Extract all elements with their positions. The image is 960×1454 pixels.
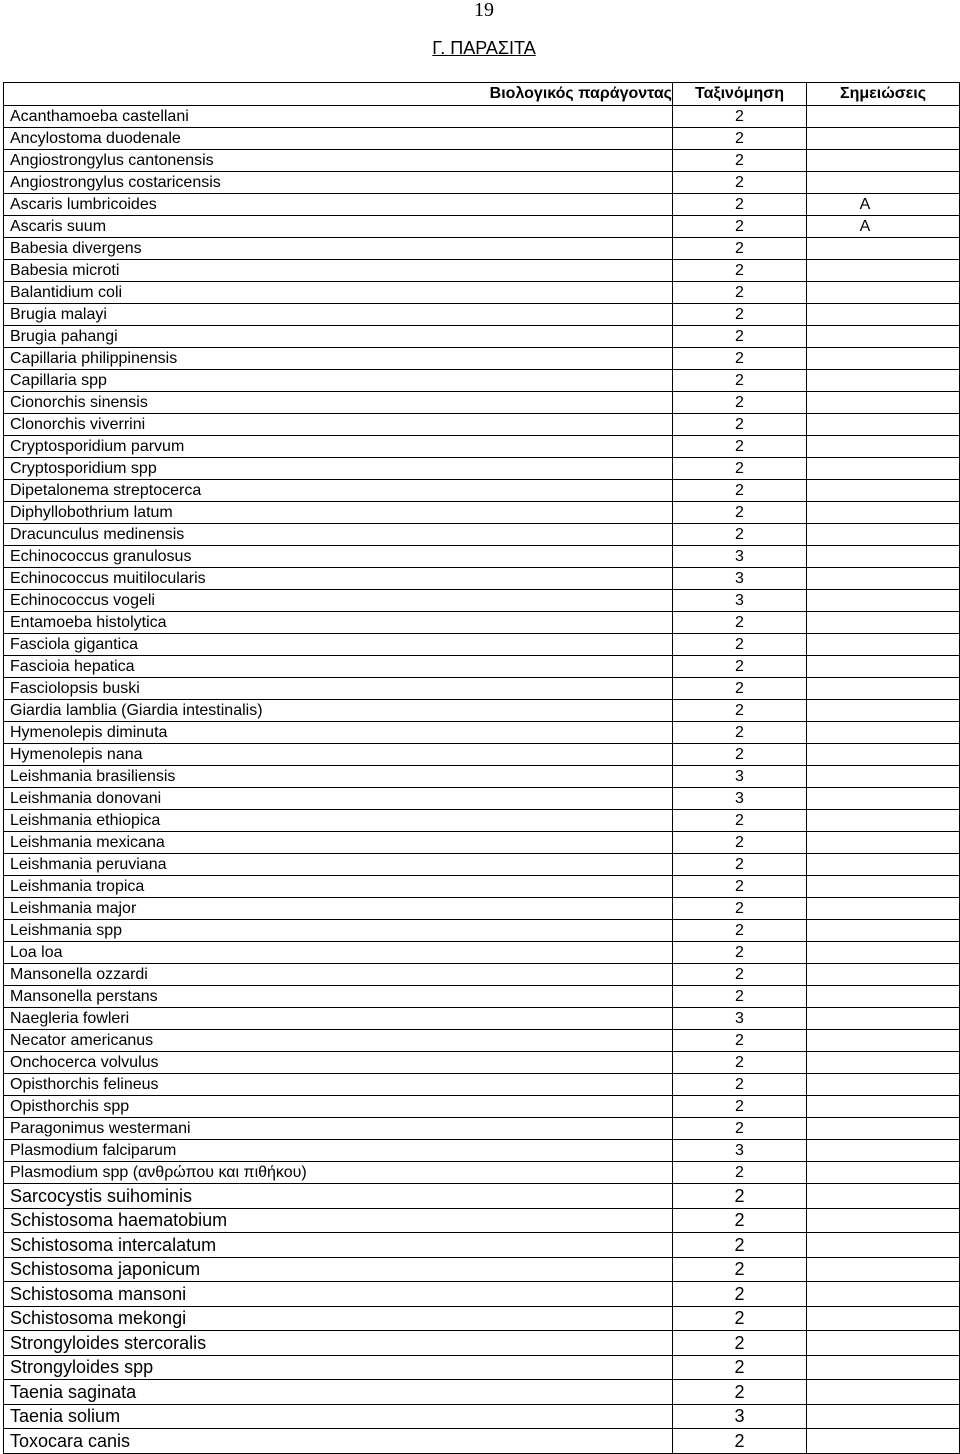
table-row bbox=[4, 172, 960, 194]
table-row bbox=[4, 282, 960, 304]
table-row bbox=[4, 1096, 960, 1118]
agent-name-cell: Paragonimus westermani bbox=[4, 1118, 673, 1140]
table-row bbox=[4, 458, 960, 480]
table-row bbox=[4, 370, 960, 392]
agent-name-cell: Leishmania ethiopica bbox=[4, 810, 673, 832]
notes-cell bbox=[807, 1052, 960, 1074]
classification-cell: 2 bbox=[673, 678, 807, 700]
classification-cell: 2 bbox=[673, 1162, 807, 1184]
agent-name-cell: Schistosoma intercalatum bbox=[4, 1233, 673, 1258]
table-row bbox=[4, 414, 960, 436]
classification-cell: 2 bbox=[673, 326, 807, 348]
classification-cell: 2 bbox=[673, 964, 807, 986]
notes-cell bbox=[807, 458, 960, 480]
notes-cell bbox=[807, 326, 960, 348]
classification-cell: 3 bbox=[673, 590, 807, 612]
agent-name-cell: Strongyloides spp bbox=[4, 1355, 673, 1380]
agent-name-cell: Hymenolepis diminuta bbox=[4, 722, 673, 744]
notes-cell bbox=[807, 480, 960, 502]
classification-cell: 2 bbox=[673, 832, 807, 854]
classification-cell: 2 bbox=[673, 392, 807, 414]
agent-name-cell: Brugia malayi bbox=[4, 304, 673, 326]
classification-cell: 2 bbox=[673, 1208, 807, 1233]
notes-cell bbox=[807, 106, 960, 128]
classification-cell: 2 bbox=[673, 876, 807, 898]
table-row bbox=[4, 656, 960, 678]
table-row bbox=[4, 436, 960, 458]
classification-cell: 2 bbox=[673, 128, 807, 150]
agent-name-cell: Ascaris lumbricoides bbox=[4, 194, 673, 216]
agent-name-cell: Fasciolopsis buski bbox=[4, 678, 673, 700]
classification-cell: 3 bbox=[673, 766, 807, 788]
table-row bbox=[4, 1140, 960, 1162]
classification-cell: 2 bbox=[673, 1030, 807, 1052]
classification-cell: 2 bbox=[673, 524, 807, 546]
table-row bbox=[4, 1118, 960, 1140]
classification-cell: 2 bbox=[673, 1257, 807, 1282]
agent-name-cell: Angiostrongylus costaricensis bbox=[4, 172, 673, 194]
classification-cell: 2 bbox=[673, 348, 807, 370]
table-row bbox=[4, 1331, 960, 1356]
classification-cell: 3 bbox=[673, 546, 807, 568]
table-row bbox=[4, 502, 960, 524]
table-row bbox=[4, 128, 960, 150]
table-row bbox=[4, 568, 960, 590]
notes-cell bbox=[807, 1282, 960, 1307]
agent-name-cell: Capillaria philippinensis bbox=[4, 348, 673, 370]
classification-cell: 2 bbox=[673, 634, 807, 656]
agent-name-cell: Plasmodium falciparum bbox=[4, 1140, 673, 1162]
table-row bbox=[4, 260, 960, 282]
classification-cell: 2 bbox=[673, 260, 807, 282]
table-row bbox=[4, 766, 960, 788]
agent-name-cell: Mansonella ozzardi bbox=[4, 964, 673, 986]
notes-cell bbox=[807, 414, 960, 436]
table-row bbox=[4, 1008, 960, 1030]
classification-cell: 2 bbox=[673, 612, 807, 634]
classification-cell: 2 bbox=[673, 480, 807, 502]
agent-name-cell: Dipetalonema streptocerca bbox=[4, 480, 673, 502]
notes-cell bbox=[807, 766, 960, 788]
notes-cell bbox=[807, 1162, 960, 1184]
agent-name-cell: Taenia saginata bbox=[4, 1380, 673, 1405]
notes-cell bbox=[807, 524, 960, 546]
table-row bbox=[4, 678, 960, 700]
notes-cell bbox=[807, 898, 960, 920]
table-row bbox=[4, 524, 960, 546]
agent-name-cell: Brugia pahangi bbox=[4, 326, 673, 348]
notes-cell bbox=[807, 590, 960, 612]
table-row bbox=[4, 810, 960, 832]
agent-name-cell: Taenia solium bbox=[4, 1404, 673, 1429]
agent-name-cell: Opisthorchis felineus bbox=[4, 1074, 673, 1096]
table-header-row bbox=[4, 83, 960, 106]
agent-name-cell: Schistosoma mansoni bbox=[4, 1282, 673, 1307]
table-row bbox=[4, 722, 960, 744]
agent-name-cell: Naegleria fowleri bbox=[4, 1008, 673, 1030]
classification-cell: 2 bbox=[673, 942, 807, 964]
classification-cell: 2 bbox=[673, 1118, 807, 1140]
classification-cell: 2 bbox=[673, 1355, 807, 1380]
classification-cell: 2 bbox=[673, 1306, 807, 1331]
agent-name-cell: Fascioia hepatica bbox=[4, 656, 673, 678]
notes-cell bbox=[807, 1008, 960, 1030]
classification-cell: 2 bbox=[673, 854, 807, 876]
classification-cell: 2 bbox=[673, 722, 807, 744]
notes-cell bbox=[807, 128, 960, 150]
notes-cell bbox=[807, 744, 960, 766]
notes-cell bbox=[807, 304, 960, 326]
parasites-table bbox=[3, 82, 960, 1454]
classification-cell: 2 bbox=[673, 150, 807, 172]
classification-cell: 2 bbox=[673, 1429, 807, 1454]
notes-cell bbox=[807, 1118, 960, 1140]
table-row bbox=[4, 216, 960, 238]
agent-name-cell: Capillaria spp bbox=[4, 370, 673, 392]
table-body bbox=[4, 106, 960, 1454]
notes-cell bbox=[807, 634, 960, 656]
table-row bbox=[4, 106, 960, 128]
classification-cell: 2 bbox=[673, 1233, 807, 1258]
notes-cell bbox=[807, 502, 960, 524]
notes-cell bbox=[807, 392, 960, 414]
notes-cell bbox=[807, 920, 960, 942]
classification-cell: 2 bbox=[673, 1184, 807, 1209]
agent-name-cell: Dracunculus medinensis bbox=[4, 524, 673, 546]
agent-name-cell: Echinococcus vogeli bbox=[4, 590, 673, 612]
table-row bbox=[4, 1052, 960, 1074]
notes-cell bbox=[807, 1404, 960, 1429]
table-row bbox=[4, 348, 960, 370]
agent-name-cell: Necator americanus bbox=[4, 1030, 673, 1052]
classification-cell: 2 bbox=[673, 216, 807, 238]
agent-name-cell: Leishmania major bbox=[4, 898, 673, 920]
notes-cell bbox=[807, 1208, 960, 1233]
agent-name-cell: Hymenolepis nana bbox=[4, 744, 673, 766]
agent-name-cell: Cryptosporidium spp bbox=[4, 458, 673, 480]
notes-cell bbox=[807, 854, 960, 876]
classification-cell: 2 bbox=[673, 920, 807, 942]
classification-cell: 2 bbox=[673, 1282, 807, 1307]
table-row bbox=[4, 1162, 960, 1184]
table-row bbox=[4, 1030, 960, 1052]
table-row bbox=[4, 1404, 960, 1429]
notes-cell bbox=[807, 1257, 960, 1282]
agent-name-cell: Leishmania mexicana bbox=[4, 832, 673, 854]
table-row bbox=[4, 546, 960, 568]
agent-name-cell: Leishmania brasiliensis bbox=[4, 766, 673, 788]
agent-name-cell: Cryptosporidium parvum bbox=[4, 436, 673, 458]
table-row bbox=[4, 1233, 960, 1258]
agent-name-cell: Strongyloides stercoralis bbox=[4, 1331, 673, 1356]
agent-name-cell: Leishmania tropica bbox=[4, 876, 673, 898]
classification-cell: 2 bbox=[673, 282, 807, 304]
notes-cell bbox=[807, 172, 960, 194]
table-row bbox=[4, 898, 960, 920]
notes-cell bbox=[807, 1096, 960, 1118]
classification-cell: 2 bbox=[673, 656, 807, 678]
notes-cell bbox=[807, 788, 960, 810]
table-row bbox=[4, 1184, 960, 1209]
notes-cell bbox=[807, 348, 960, 370]
classification-cell: 2 bbox=[673, 502, 807, 524]
classification-cell: 3 bbox=[673, 1404, 807, 1429]
classification-cell: 2 bbox=[673, 1331, 807, 1356]
notes-cell bbox=[807, 1184, 960, 1209]
agent-name-cell: Balantidium coli bbox=[4, 282, 673, 304]
classification-cell: 2 bbox=[673, 1380, 807, 1405]
table-row bbox=[4, 1380, 960, 1405]
agent-name-cell: Clonorchis viverrini bbox=[4, 414, 673, 436]
notes-cell bbox=[807, 964, 960, 986]
notes-cell bbox=[807, 810, 960, 832]
classification-cell: 2 bbox=[673, 1052, 807, 1074]
table-row bbox=[4, 238, 960, 260]
table-row bbox=[4, 392, 960, 414]
agent-name-cell: Ancylostoma duodenale bbox=[4, 128, 673, 150]
table-row bbox=[4, 744, 960, 766]
notes-cell bbox=[807, 700, 960, 722]
notes-cell bbox=[807, 612, 960, 634]
classification-cell: 3 bbox=[673, 1008, 807, 1030]
table-row bbox=[4, 920, 960, 942]
agent-name-cell: Schistosoma mekongi bbox=[4, 1306, 673, 1331]
classification-cell: 3 bbox=[673, 568, 807, 590]
agent-name-cell: Fasciola gigantica bbox=[4, 634, 673, 656]
agent-name-cell: Leishmania peruviana bbox=[4, 854, 673, 876]
agent-name-cell: Babesia divergens bbox=[4, 238, 673, 260]
agent-name-cell: Opisthorchis spp bbox=[4, 1096, 673, 1118]
notes-cell bbox=[807, 282, 960, 304]
agent-name-cell: Entamoeba histolytica bbox=[4, 612, 673, 634]
table-row bbox=[4, 304, 960, 326]
agent-name-cell: Plasmodium spp (ανθρώπου και πιθήκου) bbox=[4, 1162, 673, 1184]
agent-name-cell: Angiostrongylus cantonensis bbox=[4, 150, 673, 172]
notes-cell bbox=[807, 546, 960, 568]
agent-name-cell: Onchocerca volvulus bbox=[4, 1052, 673, 1074]
notes-cell bbox=[807, 436, 960, 458]
notes-cell bbox=[807, 986, 960, 1008]
classification-cell: 3 bbox=[673, 788, 807, 810]
agent-name-cell: Toxocara canis bbox=[4, 1429, 673, 1454]
table-row bbox=[4, 1355, 960, 1380]
classification-cell: 2 bbox=[673, 436, 807, 458]
table-row bbox=[4, 854, 960, 876]
agent-name-cell: Schistosoma haematobium bbox=[4, 1208, 673, 1233]
table-row bbox=[4, 326, 960, 348]
notes-cell bbox=[807, 1030, 960, 1052]
agent-name-cell: Ascaris suum bbox=[4, 216, 673, 238]
classification-cell: 2 bbox=[673, 810, 807, 832]
notes-cell bbox=[807, 260, 960, 282]
classification-cell: 2 bbox=[673, 986, 807, 1008]
agent-name-cell: Leishmania donovani bbox=[4, 788, 673, 810]
notes-cell bbox=[807, 568, 960, 590]
table-row bbox=[4, 700, 960, 722]
table-row bbox=[4, 590, 960, 612]
classification-cell: 2 bbox=[673, 1096, 807, 1118]
table-row bbox=[4, 1257, 960, 1282]
notes-cell bbox=[807, 678, 960, 700]
table-row bbox=[4, 1429, 960, 1454]
agent-name-cell: Leishmania spp bbox=[4, 920, 673, 942]
notes-cell bbox=[807, 656, 960, 678]
agent-name-cell: Acanthamoeba castellani bbox=[4, 106, 673, 128]
classification-cell: 2 bbox=[673, 414, 807, 436]
classification-cell: 2 bbox=[673, 744, 807, 766]
agent-name-cell: Echinococcus muitilocularis bbox=[4, 568, 673, 590]
classification-cell: 2 bbox=[673, 194, 807, 216]
notes-cell bbox=[807, 1074, 960, 1096]
notes-cell bbox=[807, 832, 960, 854]
table-row bbox=[4, 832, 960, 854]
table-row bbox=[4, 876, 960, 898]
classification-cell: 2 bbox=[673, 304, 807, 326]
classification-cell: 2 bbox=[673, 898, 807, 920]
notes-cell bbox=[807, 1140, 960, 1162]
notes-cell: A bbox=[807, 194, 960, 216]
table-row bbox=[4, 194, 960, 216]
classification-cell: 2 bbox=[673, 370, 807, 392]
notes-cell bbox=[807, 722, 960, 744]
notes-cell: A bbox=[807, 216, 960, 238]
header-classification: Ταξινόμηση bbox=[673, 83, 807, 106]
classification-cell: 2 bbox=[673, 172, 807, 194]
table-row bbox=[4, 1208, 960, 1233]
notes-cell bbox=[807, 370, 960, 392]
classification-cell: 3 bbox=[673, 1140, 807, 1162]
agent-name-cell: Babesia microti bbox=[4, 260, 673, 282]
notes-cell bbox=[807, 942, 960, 964]
table-row bbox=[4, 634, 960, 656]
classification-cell: 2 bbox=[673, 238, 807, 260]
table-row bbox=[4, 1074, 960, 1096]
agent-name-cell: Cionorchis sinensis bbox=[4, 392, 673, 414]
notes-cell bbox=[807, 1380, 960, 1405]
header-biological-agent: Βιολογικός παράγοντας bbox=[4, 83, 673, 106]
notes-cell bbox=[807, 1331, 960, 1356]
header-notes: Σημειώσεις bbox=[807, 83, 960, 106]
notes-cell bbox=[807, 1306, 960, 1331]
notes-cell bbox=[807, 1429, 960, 1454]
classification-cell: 2 bbox=[673, 1074, 807, 1096]
table-row bbox=[4, 1282, 960, 1307]
table-row bbox=[4, 612, 960, 634]
agent-name-cell: Giardia lamblia (Giardia intestinalis) bbox=[4, 700, 673, 722]
section-title: Γ. ΠΑΡΑΣΙΤΑ bbox=[432, 38, 536, 58]
agent-name-cell: Loa loa bbox=[4, 942, 673, 964]
notes-cell bbox=[807, 876, 960, 898]
notes-cell bbox=[807, 1355, 960, 1380]
notes-cell bbox=[807, 238, 960, 260]
table-row bbox=[4, 480, 960, 502]
agent-name-cell: Sarcocystis suihominis bbox=[4, 1184, 673, 1209]
notes-cell bbox=[807, 150, 960, 172]
table-row bbox=[4, 788, 960, 810]
table-row bbox=[4, 964, 960, 986]
agent-name-cell: Echinococcus granulosus bbox=[4, 546, 673, 568]
table-row bbox=[4, 1306, 960, 1331]
notes-cell bbox=[807, 1233, 960, 1258]
classification-cell: 2 bbox=[673, 106, 807, 128]
table-row bbox=[4, 986, 960, 1008]
classification-cell: 2 bbox=[673, 458, 807, 480]
table-row bbox=[4, 150, 960, 172]
classification-cell: 2 bbox=[673, 700, 807, 722]
agent-name-cell: Schistosoma japonicum bbox=[4, 1257, 673, 1282]
agent-name-cell: Diphyllobothrium latum bbox=[4, 502, 673, 524]
agent-name-cell: Mansonella perstans bbox=[4, 986, 673, 1008]
table-row bbox=[4, 942, 960, 964]
page-number: 19 bbox=[474, 0, 494, 21]
